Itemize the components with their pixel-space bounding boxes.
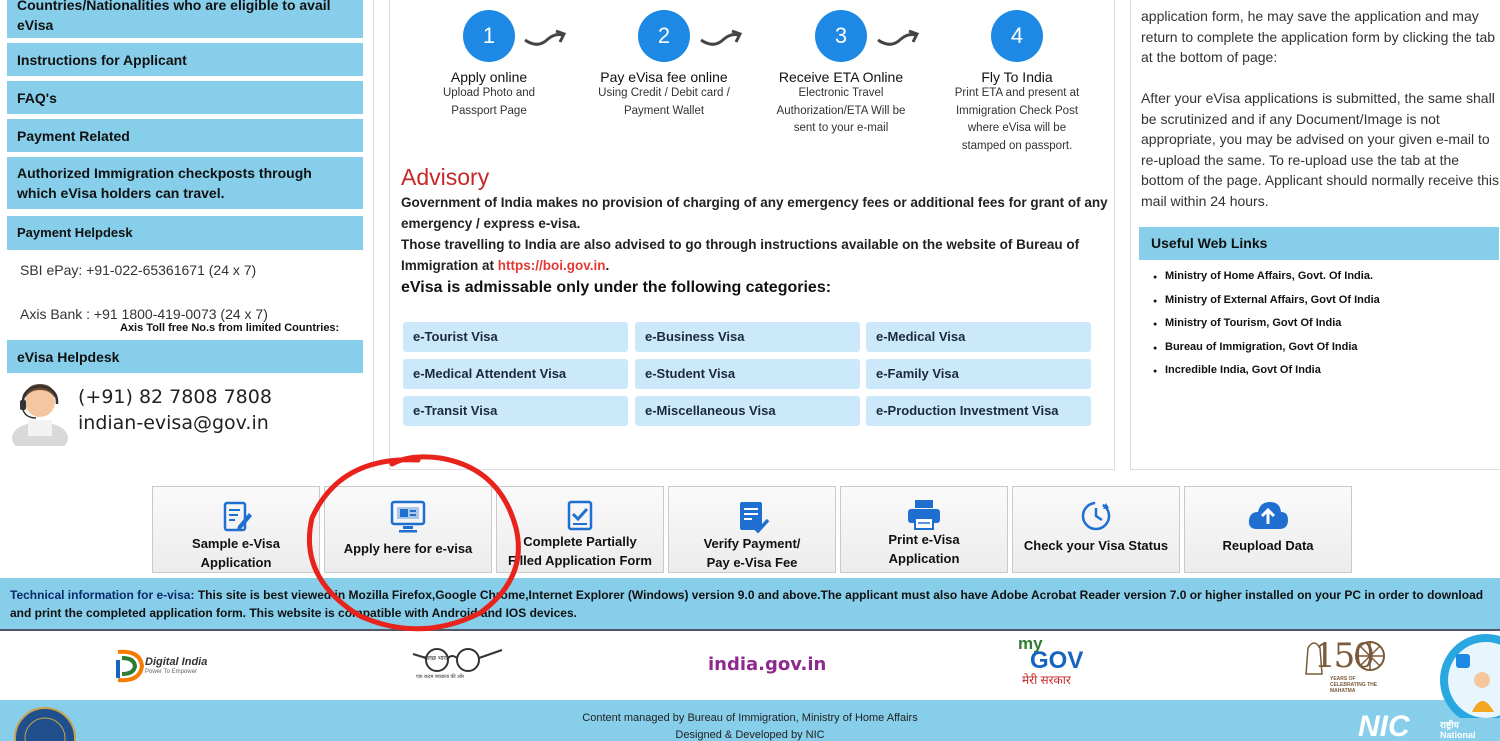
- step-number-badge: 2: [638, 10, 690, 62]
- reupload-info: After your eVisa applications is submitted, the same shall be scrutinized and if any Document/Image is not appropriate, you may be advised on your given e-mail to re-upload the same. To re-upload use the tab at the bottom of the page. Applicant should normally receive this mail within 24 hours.: [1141, 90, 1499, 209]
- sidebar-item-payment-helpdesk[interactable]: Payment Helpdesk: [7, 216, 363, 250]
- clock-status-icon: [1078, 499, 1114, 533]
- right-column: [1130, 0, 1500, 470]
- digital-india-icon: [112, 648, 146, 684]
- visa-type-medical-attendent[interactable]: e-Medical Attendent Visa: [403, 359, 628, 389]
- sidebar-item-instructions[interactable]: Instructions for Applicant: [7, 43, 363, 76]
- step-title: Pay eVisa fee online: [600, 69, 728, 85]
- helpdesk-phone: (+91) 82 7808 7808: [78, 386, 272, 408]
- document-edit-icon: [218, 499, 254, 535]
- link-home-affairs[interactable]: ● Ministry of Home Affairs, Govt. Of India.: [1153, 265, 1380, 289]
- link-external-affairs[interactable]: ● Ministry of External Affairs, Govt Of India: [1153, 289, 1380, 313]
- bureau-immigration-emblem-icon: [10, 704, 80, 741]
- save-application-info: application form, he may save the application and may return to complete the application form by clicking the tab at the bottom of page:: [1141, 8, 1496, 65]
- boi-link[interactable]: https://boi.gov.in: [497, 258, 606, 273]
- visa-type-business[interactable]: e-Business Visa: [635, 322, 860, 352]
- chatbot-widget-icon[interactable]: [1436, 628, 1500, 718]
- footer-designed-by: Designed & Developed by NIC: [675, 729, 825, 741]
- sidebar-item-evisa-helpdesk[interactable]: eVisa Helpdesk: [7, 340, 363, 373]
- technical-info-text: This site is best viewed in Mozilla Firefox,Google Chrome,Internet Explorer (Windows) version 9.0 and above.The applicant must also have Adobe Acrobat Reader version 7.0 or higher installed on your PC in order to download and print the completed application form. This website is compatible with Android and IOS devices.: [10, 588, 1484, 620]
- technical-info-label: Technical information for e-visa:: [10, 588, 195, 602]
- main-content: [389, 0, 1115, 470]
- left-sidebar: [0, 0, 374, 470]
- check-visa-status-button[interactable]: Check your Visa Status: [1012, 486, 1180, 573]
- sidebar-item-eligible-countries[interactable]: Countries/Nationalities who are eligible to avail eVisa: [7, 0, 363, 38]
- axis-helpline: Axis Bank : +91 1800-419-0073 (24 x 7): [20, 306, 268, 322]
- india-gov-logo[interactable]: india.gov.in: [708, 654, 827, 675]
- useful-links-header: Useful Web Links: [1139, 227, 1499, 260]
- helpdesk-email[interactable]: indian-evisa@gov.in: [78, 412, 269, 434]
- step-description: Print ETA and present at Immigration Check Post where eVisa will be stamped on passport.: [954, 87, 1080, 152]
- step-number-badge: 4: [991, 10, 1043, 62]
- sbi-helpline: SBI ePay: +91-022-65361671 (24 x 7): [20, 262, 257, 278]
- visa-type-family[interactable]: e-Family Visa: [866, 359, 1091, 389]
- nic-logo: NIC: [1358, 710, 1410, 741]
- printer-icon: [905, 497, 943, 531]
- document-check-icon: [562, 499, 598, 533]
- helpdesk-contact: [8, 372, 363, 452]
- visa-type-miscellaneous[interactable]: e-Miscellaneous Visa: [635, 396, 860, 426]
- visa-type-tourist[interactable]: e-Tourist Visa: [403, 322, 628, 352]
- step-arrow-icon: [698, 27, 744, 49]
- sidebar-item-payment-related[interactable]: Payment Related: [7, 119, 363, 152]
- step-title: Fly To India: [981, 69, 1053, 85]
- advisory-title: Advisory: [401, 164, 490, 190]
- gandhi-150-logo[interactable]: 150 YEARS OF CELEBRATING THE MAHATMA: [1300, 634, 1390, 701]
- step-description: Electronic Travel Authorization/ETA Will be sent to your e-mail: [776, 87, 906, 134]
- visa-type-transit[interactable]: e-Transit Visa: [403, 396, 628, 426]
- nic-tagline: राष्ट्रीय National: [1440, 720, 1476, 740]
- sample-evisa-button[interactable]: Sample e-Visa Application: [152, 486, 320, 573]
- mygov-logo[interactable]: my GOV मेरी सरकार: [1018, 634, 1084, 687]
- axis-toll-free-note: Axis Toll free No.s from limited Countries:: [120, 322, 340, 334]
- swachh-bharat-logo[interactable]: स्वच्छ भारत एक कदम स्वच्छता की ओर: [410, 646, 504, 677]
- payment-verify-icon: [734, 499, 770, 535]
- eligible-categories-heading: eVisa is admissable only under the following categories:: [401, 279, 832, 296]
- step-description: Upload Photo and Passport Page: [442, 87, 536, 117]
- sidebar-item-faqs[interactable]: FAQ's: [7, 81, 363, 114]
- apply-evisa-button[interactable]: Apply here for e-visa: [324, 486, 492, 573]
- advisory-line-boi: Those travelling to India are also advised to go through instructions available on the website of Bureau of Immigration at https://boi.gov.in.: [401, 237, 1080, 273]
- link-bureau-immigration[interactable]: ● Bureau of Immigration, Govt Of India: [1153, 336, 1380, 360]
- step-title: Apply online: [450, 69, 528, 85]
- reupload-data-button[interactable]: Reupload Data: [1184, 486, 1352, 573]
- visa-type-student[interactable]: e-Student Visa: [635, 359, 860, 389]
- sidebar-item-immigration-checkposts[interactable]: Authorized Immigration checkposts through which eVisa holders can travel.: [7, 157, 363, 209]
- step-number-badge: 1: [463, 10, 515, 62]
- step-arrow-icon: [875, 27, 921, 49]
- visa-type-medical[interactable]: e-Medical Visa: [866, 322, 1091, 352]
- useful-links-list: [1153, 265, 1380, 383]
- support-agent-icon: [10, 376, 70, 446]
- footer-content-managed: Content managed by Bureau of Immigration, Ministry of Home Affairs: [582, 712, 918, 724]
- step-number-badge: 3: [815, 10, 867, 62]
- partner-logos: Digital India Power To Empower स्वच्छ भारत एक कदम स्वच्छता की ओर india.gov.in my GOV मेरी सरकार 150 YEARS OF CELEBRATING THE MAHATMA: [0, 632, 1500, 700]
- technical-info-bar: [0, 578, 1500, 631]
- step-description: Using Credit / Debit card / Payment Wallet: [598, 87, 730, 117]
- link-tourism[interactable]: ● Ministry of Tourism, Govt Of India: [1153, 312, 1380, 336]
- step-arrow-icon: [522, 27, 568, 49]
- link-incredible-india[interactable]: ● Incredible India, Govt Of India: [1153, 359, 1380, 383]
- cloud-upload-icon: [1246, 499, 1290, 533]
- complete-partial-application-button[interactable]: Complete Partially Filled Application Form: [496, 486, 664, 573]
- step-title: Receive ETA Online: [778, 69, 904, 85]
- site-footer: [0, 700, 1500, 741]
- print-evisa-button[interactable]: Print e-Visa Application: [840, 486, 1008, 573]
- advisory-line-fees: Government of India makes no provision of charging of any emergency fees or additional fees for grant of any emergency / express e-visa.: [401, 195, 1108, 231]
- step-fly-to-india: [937, 10, 1097, 155]
- computer-application-icon: [388, 499, 428, 535]
- visa-type-production-investment[interactable]: e-Production Investment Visa: [866, 396, 1091, 426]
- advisory-text: [401, 192, 1111, 276]
- verify-payment-button[interactable]: Verify Payment/ Pay e-Visa Fee: [668, 486, 836, 573]
